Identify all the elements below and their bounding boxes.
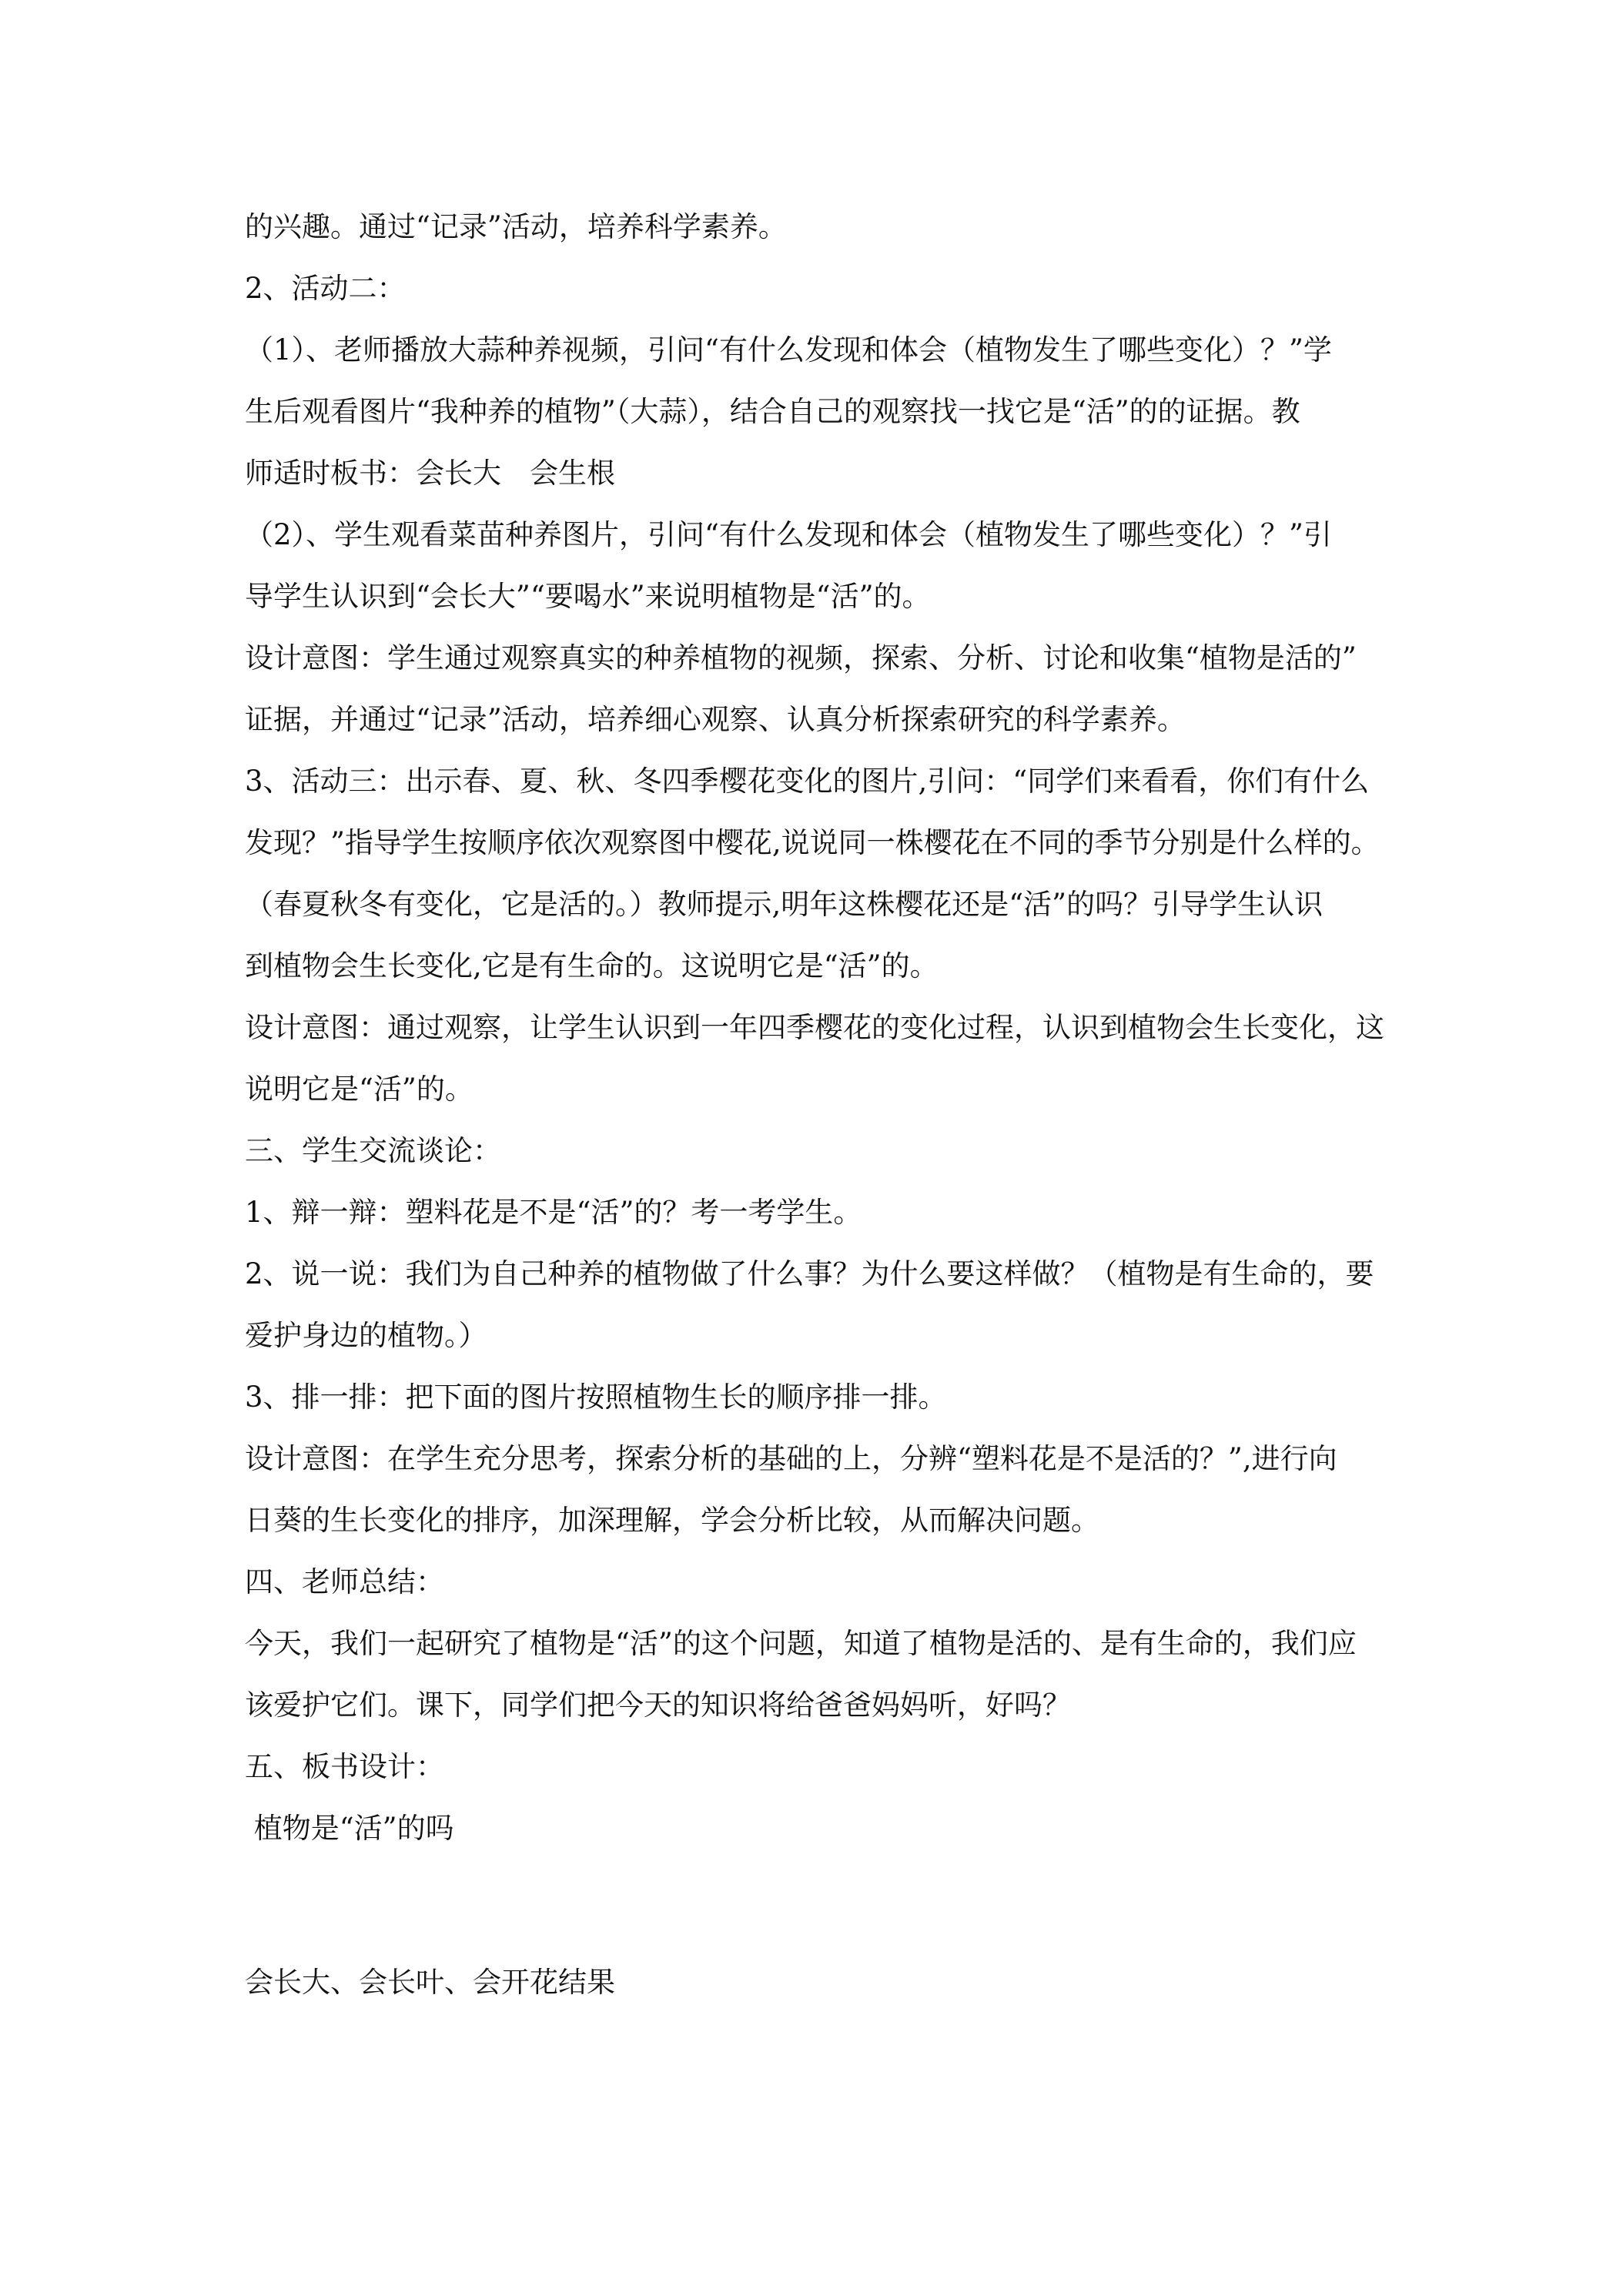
text-line: 生后观看图片“我种养的植物”（大蒜），结合自己的观察找一找它是“活”的的证据。教	[245, 395, 1300, 428]
text-line: 今天，我们一起研究了植物是“活”的这个问题，知道了植物是活的、是有生命的，我们应	[245, 1627, 1357, 1660]
board-content: 会长大、会长叶、会开花结果	[245, 1966, 615, 1999]
text-line: （2）、学生观看菜苗种养图片，引问“有什么发现和体会（植物发生了哪些变化）？”引	[245, 518, 1332, 551]
text-line: 日葵的生长变化的排序，加深理解，学会分析比较，从而解决问题。	[245, 1504, 1099, 1537]
text-line: 该爱护它们。课下，同学们把今天的知识将给爸爸妈妈听，好吗？	[245, 1689, 1071, 1722]
text-line: 说明它是“活”的。	[245, 1073, 474, 1106]
section-heading: 三、学生交流谈论：	[245, 1134, 501, 1167]
section-heading: 2、活动二：	[245, 272, 406, 305]
text-line: 设计意图：在学生充分思考，探索分析的基础的上，分辨“塑料花是不是活的？”,进行向	[245, 1442, 1337, 1475]
text-line: 的兴趣。通过“记录”活动，培养科学素养。	[245, 210, 787, 243]
text-line: 设计意图：学生通过观察真实的种养植物的视频，探索、分析、讨论和收集“植物是活的”	[245, 641, 1357, 674]
text-line: 2、说一说：我们为自己种养的植物做了什么事？为什么要这样做？（植物是有生命的，要	[245, 1257, 1374, 1290]
section-heading: 四、老师总结：	[245, 1565, 444, 1598]
text-line: 1、辩一辩：塑料花是不是“活”的？考一考学生。	[245, 1196, 862, 1229]
text-line: 3、排一排：把下面的图片按照植物生长的顺序排一排。	[245, 1381, 947, 1414]
text-line: 设计意图：通过观察，让学生认识到一年四季樱花的变化过程，认识到植物会生长变化，这	[245, 1011, 1384, 1044]
text-line: 爱护身边的植物。）	[245, 1319, 487, 1352]
text-line: 3、活动三：出示春、夏、秋、冬四季樱花变化的图片,引问：“同学们来看看，你们有什么	[245, 765, 1370, 798]
text-line: 到植物会生长变化,它是有生命的。这说明它是“活”的。	[245, 949, 939, 982]
text-line: 师适时板书：会长大 会生根	[245, 457, 615, 490]
text-line: 证据，并通过“记录”活动，培养细心观察、认真分析探索研究的科学素养。	[245, 703, 1186, 736]
text-line: （1）、老师播放大蒜种养视频，引问“有什么发现和体会（植物发生了哪些变化）？”学	[245, 333, 1332, 366]
text-line: 发现？”指导学生按顺序依次观察图中樱花,说说同一株樱花在不同的季节分别是什么样的。	[245, 826, 1380, 859]
text-line: 导学生认识到“会长大”“要喝水”来说明植物是“活”的。	[245, 580, 931, 613]
section-heading: 五、板书设计：	[245, 1750, 444, 1783]
text-line: （春夏秋冬有变化，它是活的。）教师提示,明年这株樱花还是“活”的吗？引导学生认识	[245, 888, 1323, 921]
board-title: 植物是“活”的吗	[245, 1812, 454, 1845]
